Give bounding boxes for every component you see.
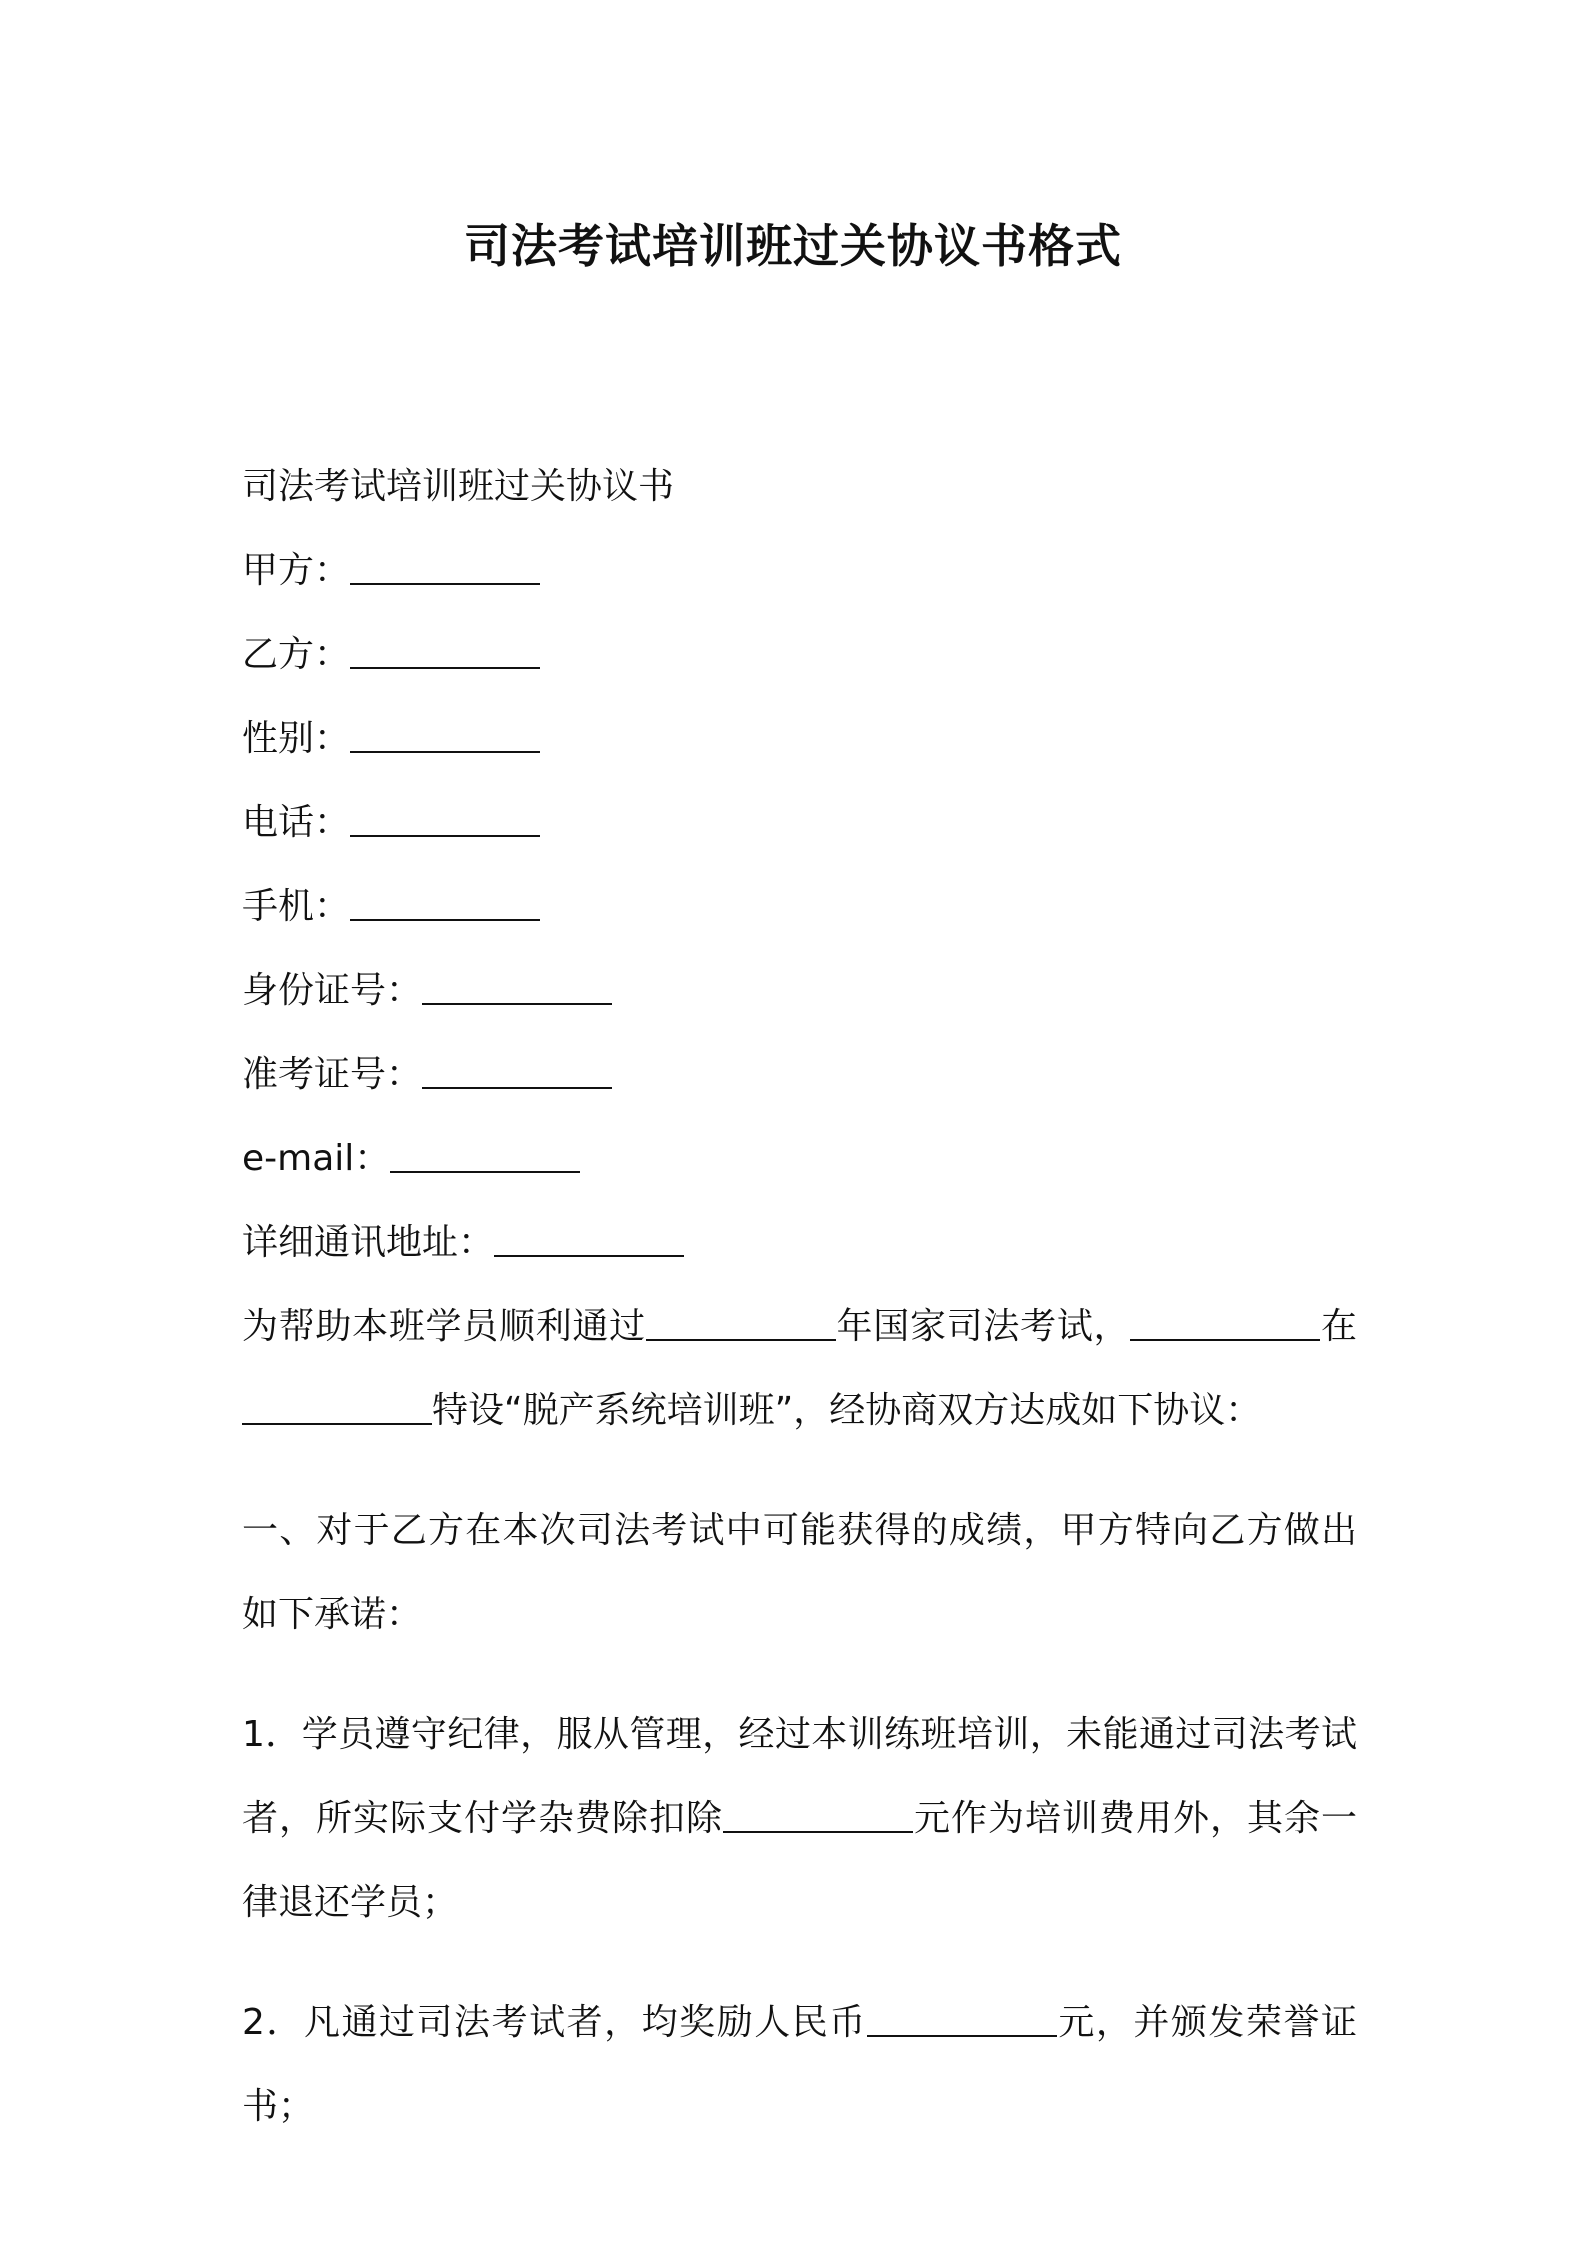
phone-field (242, 781, 1357, 865)
address-field (242, 1201, 1357, 1285)
party-b-label: 乙方： (242, 634, 351, 675)
item-two-text-1: 2．凡通过司法考试者，均奖励人民币 (242, 2002, 867, 2043)
item-one-paragraph (242, 1693, 1357, 1945)
party-b-field (242, 613, 1357, 697)
document-body (242, 445, 1357, 2185)
party-a-blank (350, 553, 540, 585)
mobile-blank (350, 889, 540, 921)
mobile-field (242, 865, 1357, 949)
address-blank (494, 1225, 684, 1257)
intro-year-blank (646, 1309, 836, 1341)
intro-paragraph (242, 1285, 1357, 1453)
party-a-label: 甲方： (242, 550, 351, 591)
id-number-field (242, 949, 1357, 1033)
email-label: e-mail： (242, 1138, 391, 1179)
gender-field (242, 697, 1357, 781)
address-label: 详细通讯地址： (242, 1222, 495, 1263)
email-blank (390, 1141, 580, 1173)
item-one-text-1: 1．学员遵守纪律，服从管理，经过本训练班培训，未能通过司法考试者，所实际支付学杂费除扣除 (242, 1714, 1357, 1839)
intro-text-3: 在 (1320, 1306, 1357, 1347)
id-number-blank (422, 973, 612, 1005)
document-title: 司法考试培训班过关协议书格式 (464, 219, 1122, 273)
id-number-label: 身份证号： (242, 970, 423, 1011)
item-one-text-2: 元作为培训费用外，其余一律退还学员； (242, 1798, 1357, 1923)
item-one-fee-blank (723, 1801, 913, 1833)
item-two-text-2: 元，并颁发荣誉证书； (242, 2002, 1357, 2127)
item-two-reward-blank (867, 2005, 1057, 2037)
intro-location-blank (242, 1393, 432, 1425)
gender-label: 性别： (242, 718, 351, 759)
admission-number-blank (422, 1057, 612, 1089)
admission-number-field (242, 1033, 1357, 1117)
intro-organizer-blank (1130, 1309, 1320, 1341)
intro-text-2: 年国家司法考试， (835, 1306, 1131, 1347)
email-field (242, 1117, 1357, 1201)
intro-text-4: 特设“脱产系统培训班”，经协商双方达成如下协议： (432, 1390, 1262, 1431)
phone-label: 电话： (242, 802, 351, 843)
gender-blank (350, 721, 540, 753)
mobile-label: 手机： (242, 886, 351, 927)
party-a-field (242, 529, 1357, 613)
admission-number-label: 准考证号： (242, 1054, 423, 1095)
party-b-blank (350, 637, 540, 669)
phone-blank (350, 805, 540, 837)
intro-text-1: 为帮助本班学员顺利通过 (242, 1306, 646, 1347)
item-two-paragraph (242, 1981, 1357, 2149)
clause-one-paragraph: 一、对于乙方在本次司法考试中可能获得的成绩，甲方特向乙方做出如下承诺： (242, 1510, 1357, 1635)
agreement-subtitle: 司法考试培训班过关协议书 (242, 466, 675, 507)
